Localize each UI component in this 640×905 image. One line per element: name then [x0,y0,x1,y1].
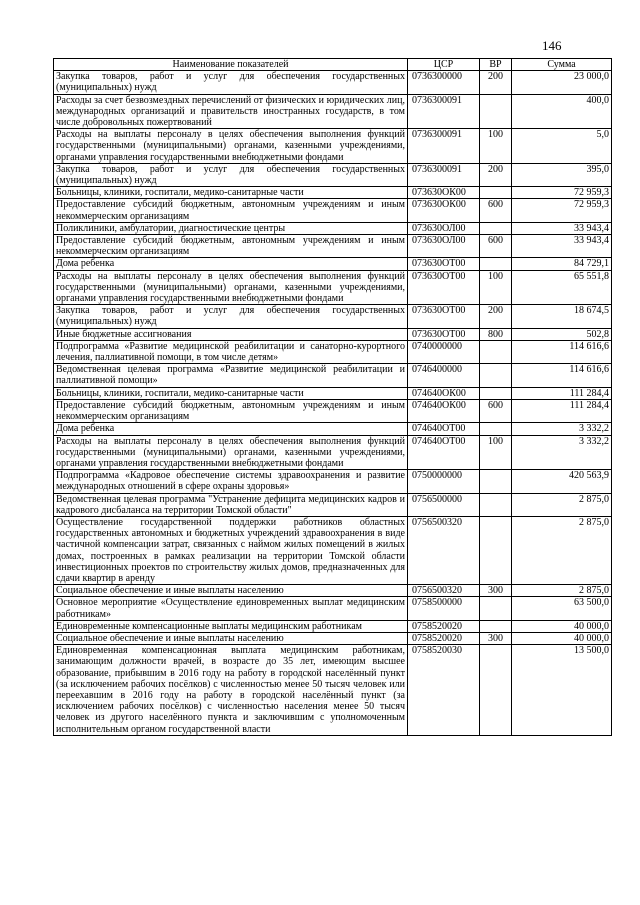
cell-vr: 100 [480,435,512,470]
cell-name: Дома ребенка [54,423,408,435]
cell-vr [480,516,512,584]
cell-csr: 073630ОТ00 [408,270,480,305]
cell-vr: 600 [480,399,512,422]
table-row [54,71,612,94]
cell-csr: 0756500000 [408,493,480,516]
table-row [54,187,612,199]
table-header-row [54,59,612,71]
cell-csr: 0736300000 [408,71,480,94]
table-row [54,222,612,234]
cell-sum: 72 959,3 [512,187,612,199]
header-sum: Сумма [512,59,612,71]
table-row [54,94,612,129]
table-row [54,516,612,584]
cell-csr: 0756500320 [408,516,480,584]
cell-csr: 074640ОК00 [408,387,480,399]
cell-name: Закупка товаров, работ и услуг для обеспечения государственных (муниципальных) нужд [54,305,408,328]
cell-csr: 0750000000 [408,470,480,493]
cell-vr [480,645,512,736]
table-row [54,328,612,340]
cell-sum: 40 000,0 [512,632,612,644]
cell-sum: 33 943,4 [512,222,612,234]
cell-sum: 395,0 [512,163,612,186]
cell-sum: 40 000,0 [512,620,612,632]
cell-name: Ведомственная целевая программа "Устранение дефицита медицинских кадров и кадрового дисбаланса на территории Томской области" [54,493,408,516]
cell-sum: 5,0 [512,129,612,164]
cell-sum: 18 674,5 [512,305,612,328]
cell-csr: 0758500000 [408,597,480,620]
table-row [54,620,612,632]
cell-vr: 200 [480,71,512,94]
table-row [54,435,612,470]
cell-vr [480,187,512,199]
table-row [54,493,612,516]
cell-vr: 800 [480,328,512,340]
cell-csr: 0756500320 [408,585,480,597]
cell-csr: 074640ОТ00 [408,435,480,470]
table-row [54,305,612,328]
table-row [54,199,612,222]
cell-name: Основное мероприятие «Осуществление единовременных выплат медицинским работникам» [54,597,408,620]
cell-csr: 0736300091 [408,163,480,186]
cell-name: Осуществление государственной поддержки работников областных государственных автономных и бюджетных учреждений здравоохранения в виде частичной компенсации затрат, связанных с наймом жилых помещений в жилых домах, построенных в рамках реализации на территории Томской области инвестиционных проектов по строительству жилых домов, предназначенных для сдачи квартир в аренду [54,516,408,584]
cell-sum: 63 500,0 [512,597,612,620]
table-row [54,645,612,736]
cell-name: Поликлиники, амбулатории, диагностические центры [54,222,408,234]
table-row [54,597,612,620]
cell-csr: 073630ОЛ00 [408,222,480,234]
cell-csr: 074640ОК00 [408,399,480,422]
cell-vr [480,222,512,234]
cell-name: Расходы за счет безвозмездных перечислений от физических и юридических лиц, международных организаций и правительств иностранных государств, в том числе добровольных пожертвований [54,94,408,129]
cell-csr: 073630ОТ00 [408,305,480,328]
table-row [54,364,612,387]
cell-sum: 502,8 [512,328,612,340]
cell-name: Расходы на выплаты персоналу в целях обеспечения выполнения функций государственными (муниципальными) органами, казенными учреждениями, органами управления государственными внебюджетными фондами [54,270,408,305]
cell-vr [480,340,512,363]
cell-name: Предоставление субсидий бюджетным, автономным учреждениям и иным некоммерческим организациям [54,399,408,422]
cell-name: Расходы на выплаты персоналу в целях обеспечения выполнения функций государственными (муниципальными) органами, казенными учреждениями, органами управления государственными внебюджетными фондами [54,129,408,164]
cell-vr [480,597,512,620]
cell-name: Закупка товаров, работ и услуг для обеспечения государственных (муниципальных) нужд [54,71,408,94]
cell-vr: 600 [480,199,512,222]
cell-csr: 0758520020 [408,632,480,644]
cell-sum: 114 616,6 [512,364,612,387]
cell-sum: 3 332,2 [512,435,612,470]
cell-csr: 073630ОК00 [408,199,480,222]
cell-csr: 0758520020 [408,620,480,632]
cell-sum: 420 563,9 [512,470,612,493]
cell-name: Дома ребенка [54,258,408,270]
cell-name: Единовременные компенсационные выплаты медицинским работникам [54,620,408,632]
cell-csr: 0736300091 [408,94,480,129]
table-row [54,163,612,186]
cell-vr: 100 [480,270,512,305]
cell-csr: 074640ОТ00 [408,423,480,435]
table-row [54,270,612,305]
cell-vr [480,493,512,516]
cell-csr: 0758520030 [408,645,480,736]
cell-sum: 65 551,8 [512,270,612,305]
table-row [54,129,612,164]
cell-csr: 073630ОЛ00 [408,235,480,258]
cell-csr: 0736300091 [408,129,480,164]
table-row [54,387,612,399]
cell-name: Закупка товаров, работ и услуг для обеспечения государственных (муниципальных) нужд [54,163,408,186]
cell-name: Больницы, клиники, госпитали, медико-санитарные части [54,387,408,399]
cell-sum: 23 000,0 [512,71,612,94]
cell-vr [480,387,512,399]
cell-sum: 400,0 [512,94,612,129]
cell-sum: 72 959,3 [512,199,612,222]
cell-sum: 2 875,0 [512,585,612,597]
table-row [54,258,612,270]
cell-vr: 200 [480,163,512,186]
cell-name: Единовременная компенсационная выплата медицинским работникам, занимающим должности врачей, в возрасте до 35 лет, имеющим высшее образование, прибывшим в 2016 году на работу в городской населённый пункт (за исключением рабочих посёлков) с численностью менее 50 тысяч человек или переехавшим в 2016 году на работу в городской населённый пункт (за исключением рабочих посёлков) с численностью населения менее 50 тысяч человек из другого населённого пункта и заключившим с уполномоченным исполнительным органом государственной власти [54,645,408,736]
cell-vr [480,620,512,632]
cell-vr: 200 [480,305,512,328]
cell-vr [480,423,512,435]
cell-name: Иные бюджетные ассигнования [54,328,408,340]
table-row [54,399,612,422]
cell-name: Больницы, клиники, госпитали, медико-санитарные части [54,187,408,199]
cell-vr: 600 [480,235,512,258]
cell-sum: 111 284,4 [512,387,612,399]
cell-csr: 073630ОТ00 [408,258,480,270]
cell-name: Предоставление субсидий бюджетным, автономным учреждениям и иным некоммерческим организациям [54,235,408,258]
cell-vr: 300 [480,585,512,597]
cell-name: Ведомственная целевая программа «Развитие медицинской реабилитации и паллиативной помощи» [54,364,408,387]
header-name: Наименование показателей [54,59,408,71]
cell-sum: 33 943,4 [512,235,612,258]
table-row [54,235,612,258]
cell-vr [480,364,512,387]
cell-sum: 111 284,4 [512,399,612,422]
cell-csr: 0746400000 [408,364,480,387]
cell-csr: 073630ОТ00 [408,328,480,340]
cell-vr [480,470,512,493]
cell-name: Социальное обеспечение и иные выплаты населению [54,585,408,597]
cell-vr: 300 [480,632,512,644]
cell-csr: 0740000000 [408,340,480,363]
table-row [54,423,612,435]
cell-sum: 13 500,0 [512,645,612,736]
table-row [54,340,612,363]
table-row [54,585,612,597]
cell-sum: 2 875,0 [512,493,612,516]
cell-vr: 100 [480,129,512,164]
cell-sum: 3 332,2 [512,423,612,435]
header-vr: ВР [480,59,512,71]
cell-vr [480,258,512,270]
cell-name: Социальное обеспечение и иные выплаты населению [54,632,408,644]
cell-vr [480,94,512,129]
budget-table [53,58,612,736]
table-row [54,470,612,493]
cell-csr: 073630ОК00 [408,187,480,199]
cell-sum: 84 729,1 [512,258,612,270]
cell-name: Подпрограмма «Кадровое обеспечение системы здравоохранения и развитие международных отношений в сфере охраны здоровья» [54,470,408,493]
header-csr: ЦСР [408,59,480,71]
cell-name: Подпрограмма «Развитие медицинской реабилитации и санаторно-курортного лечения, паллиативной помощи, в том числе детям» [54,340,408,363]
page-number: 146 [542,38,562,53]
cell-sum: 2 875,0 [512,516,612,584]
cell-sum: 114 616,6 [512,340,612,363]
table-row [54,632,612,644]
cell-name: Расходы на выплаты персоналу в целях обеспечения выполнения функций государственными (муниципальными) органами, казенными учреждениями, органами управления государственными внебюджетными фондами [54,435,408,470]
cell-name: Предоставление субсидий бюджетным, автономным учреждениям и иным некоммерческим организациям [54,199,408,222]
